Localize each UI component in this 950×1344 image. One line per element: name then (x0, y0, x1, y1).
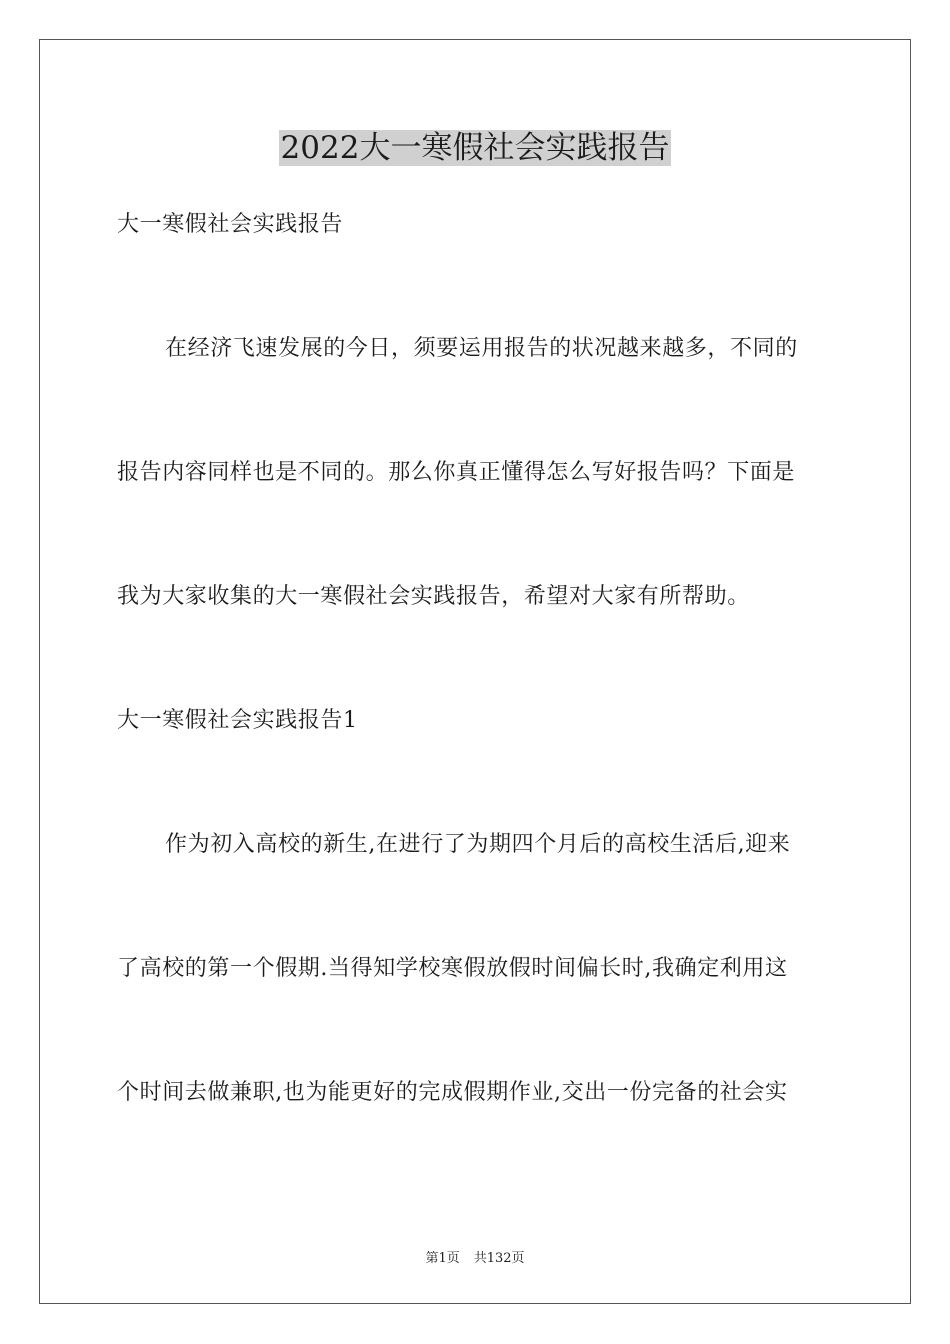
paragraph-line: 作为初入高校的新生,在进行了为期四个月后的高校生活后,迎来 (165, 832, 791, 857)
paragraph-line: 报告内容同样也是不同的。那么你真正懂得怎么写好报告吗？下面是 (117, 460, 796, 485)
paragraph-line: 我为大家收集的大一寒假社会实践报告，希望对大家有所帮助。 (117, 584, 750, 609)
document-title (0, 128, 950, 168)
paragraph-line: 个时间去做兼职,也为能更好的完成假期作业,交出一份完备的社会实 (117, 1080, 788, 1105)
section-heading: 大一寒假社会实践报告1 (117, 708, 358, 733)
page-footer (0, 1250, 950, 1268)
page-number: 第1页 (425, 1251, 460, 1266)
document-title-text: 2022大一寒假社会实践报告 (280, 130, 670, 166)
page-total: 共132页 (473, 1251, 525, 1266)
subtitle: 大一寒假社会实践报告 (117, 212, 344, 237)
paragraph-line: 在经济飞速发展的今日，须要运用报告的状况越来越多，不同的 (165, 336, 798, 361)
paragraph-line: 了高校的第一个假期.当得知学校寒假放假时间偏长时,我确定利用这 (117, 956, 788, 981)
